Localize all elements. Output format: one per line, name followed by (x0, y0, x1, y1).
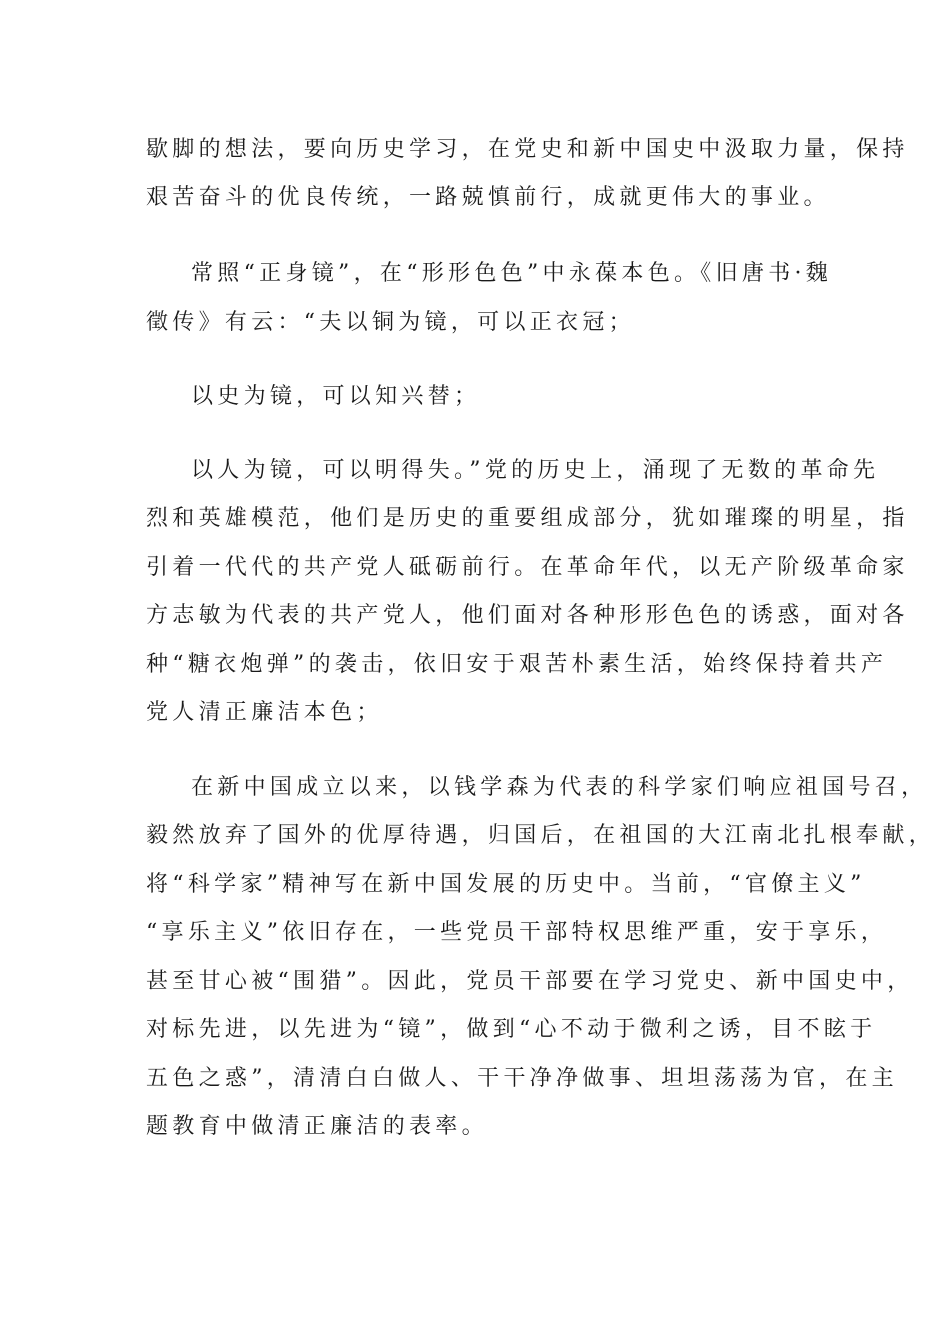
text-line: 种“糖衣炮弹”的袭击，依旧安于艰苦朴素生活，始终保持着共产 (146, 652, 888, 677)
text-line: 引着一代代的共产党人砥砺前行。在革命年代，以无产阶级革命家 (146, 555, 909, 580)
text-line: 在新中国成立以来，以钱学森为代表的科学家们响应祖国号召， (191, 775, 928, 800)
text-line: 党人清正廉洁本色； (146, 700, 383, 725)
text-line: 题教育中做清正廉洁的表率。 (146, 1114, 488, 1139)
text-line: 五色之惑”，清清白白做人、干干净净做事、坦坦荡荡为官，在主 (146, 1066, 898, 1091)
text-line: 方志敏为代表的共产党人，他们面对各种形形色色的诱惑，面对各 (146, 603, 909, 628)
text-line: 将“科学家”精神写在新中国发展的历史中。当前，“官僚主义” (146, 872, 866, 897)
text-line: 对标先进，以先进为“镜”，做到“心不动于微利之诱，目不眩于 (146, 1017, 877, 1042)
text-line: 艰苦奋斗的优良传统，一路兢慎前行，成就更伟大的事业。 (146, 185, 830, 210)
text-line: 徵传》有云：“夫以铜为镜，可以正衣冠； (146, 310, 635, 335)
text-line: 烈和英雄模范，他们是历史的重要组成部分，犹如璀璨的明星，指 (146, 506, 909, 531)
text-line: 毅然放弃了国外的优厚待遇，归国后，在祖国的大江南北扎根奉献， (146, 823, 936, 848)
text-line: “享乐主义”依旧存在，一些党员干部特权思维严重，安于享乐， (146, 920, 888, 945)
text-line: 常照“正身镜”，在“形形色色”中永葆本色。《旧唐书·魏 (191, 261, 833, 286)
text-line: 歇脚的想法，要向历史学习，在党史和新中国史中汲取力量，保持 (146, 137, 909, 162)
text-line: 甚至甘心被“围猎”。因此，党员干部要在学习党史、新中国史中， (146, 969, 914, 994)
text-line: 以人为镜，可以明得失。”党的历史上，涌现了无数的革命先 (191, 458, 880, 483)
text-line: 以史为镜，可以知兴替； (191, 384, 481, 409)
